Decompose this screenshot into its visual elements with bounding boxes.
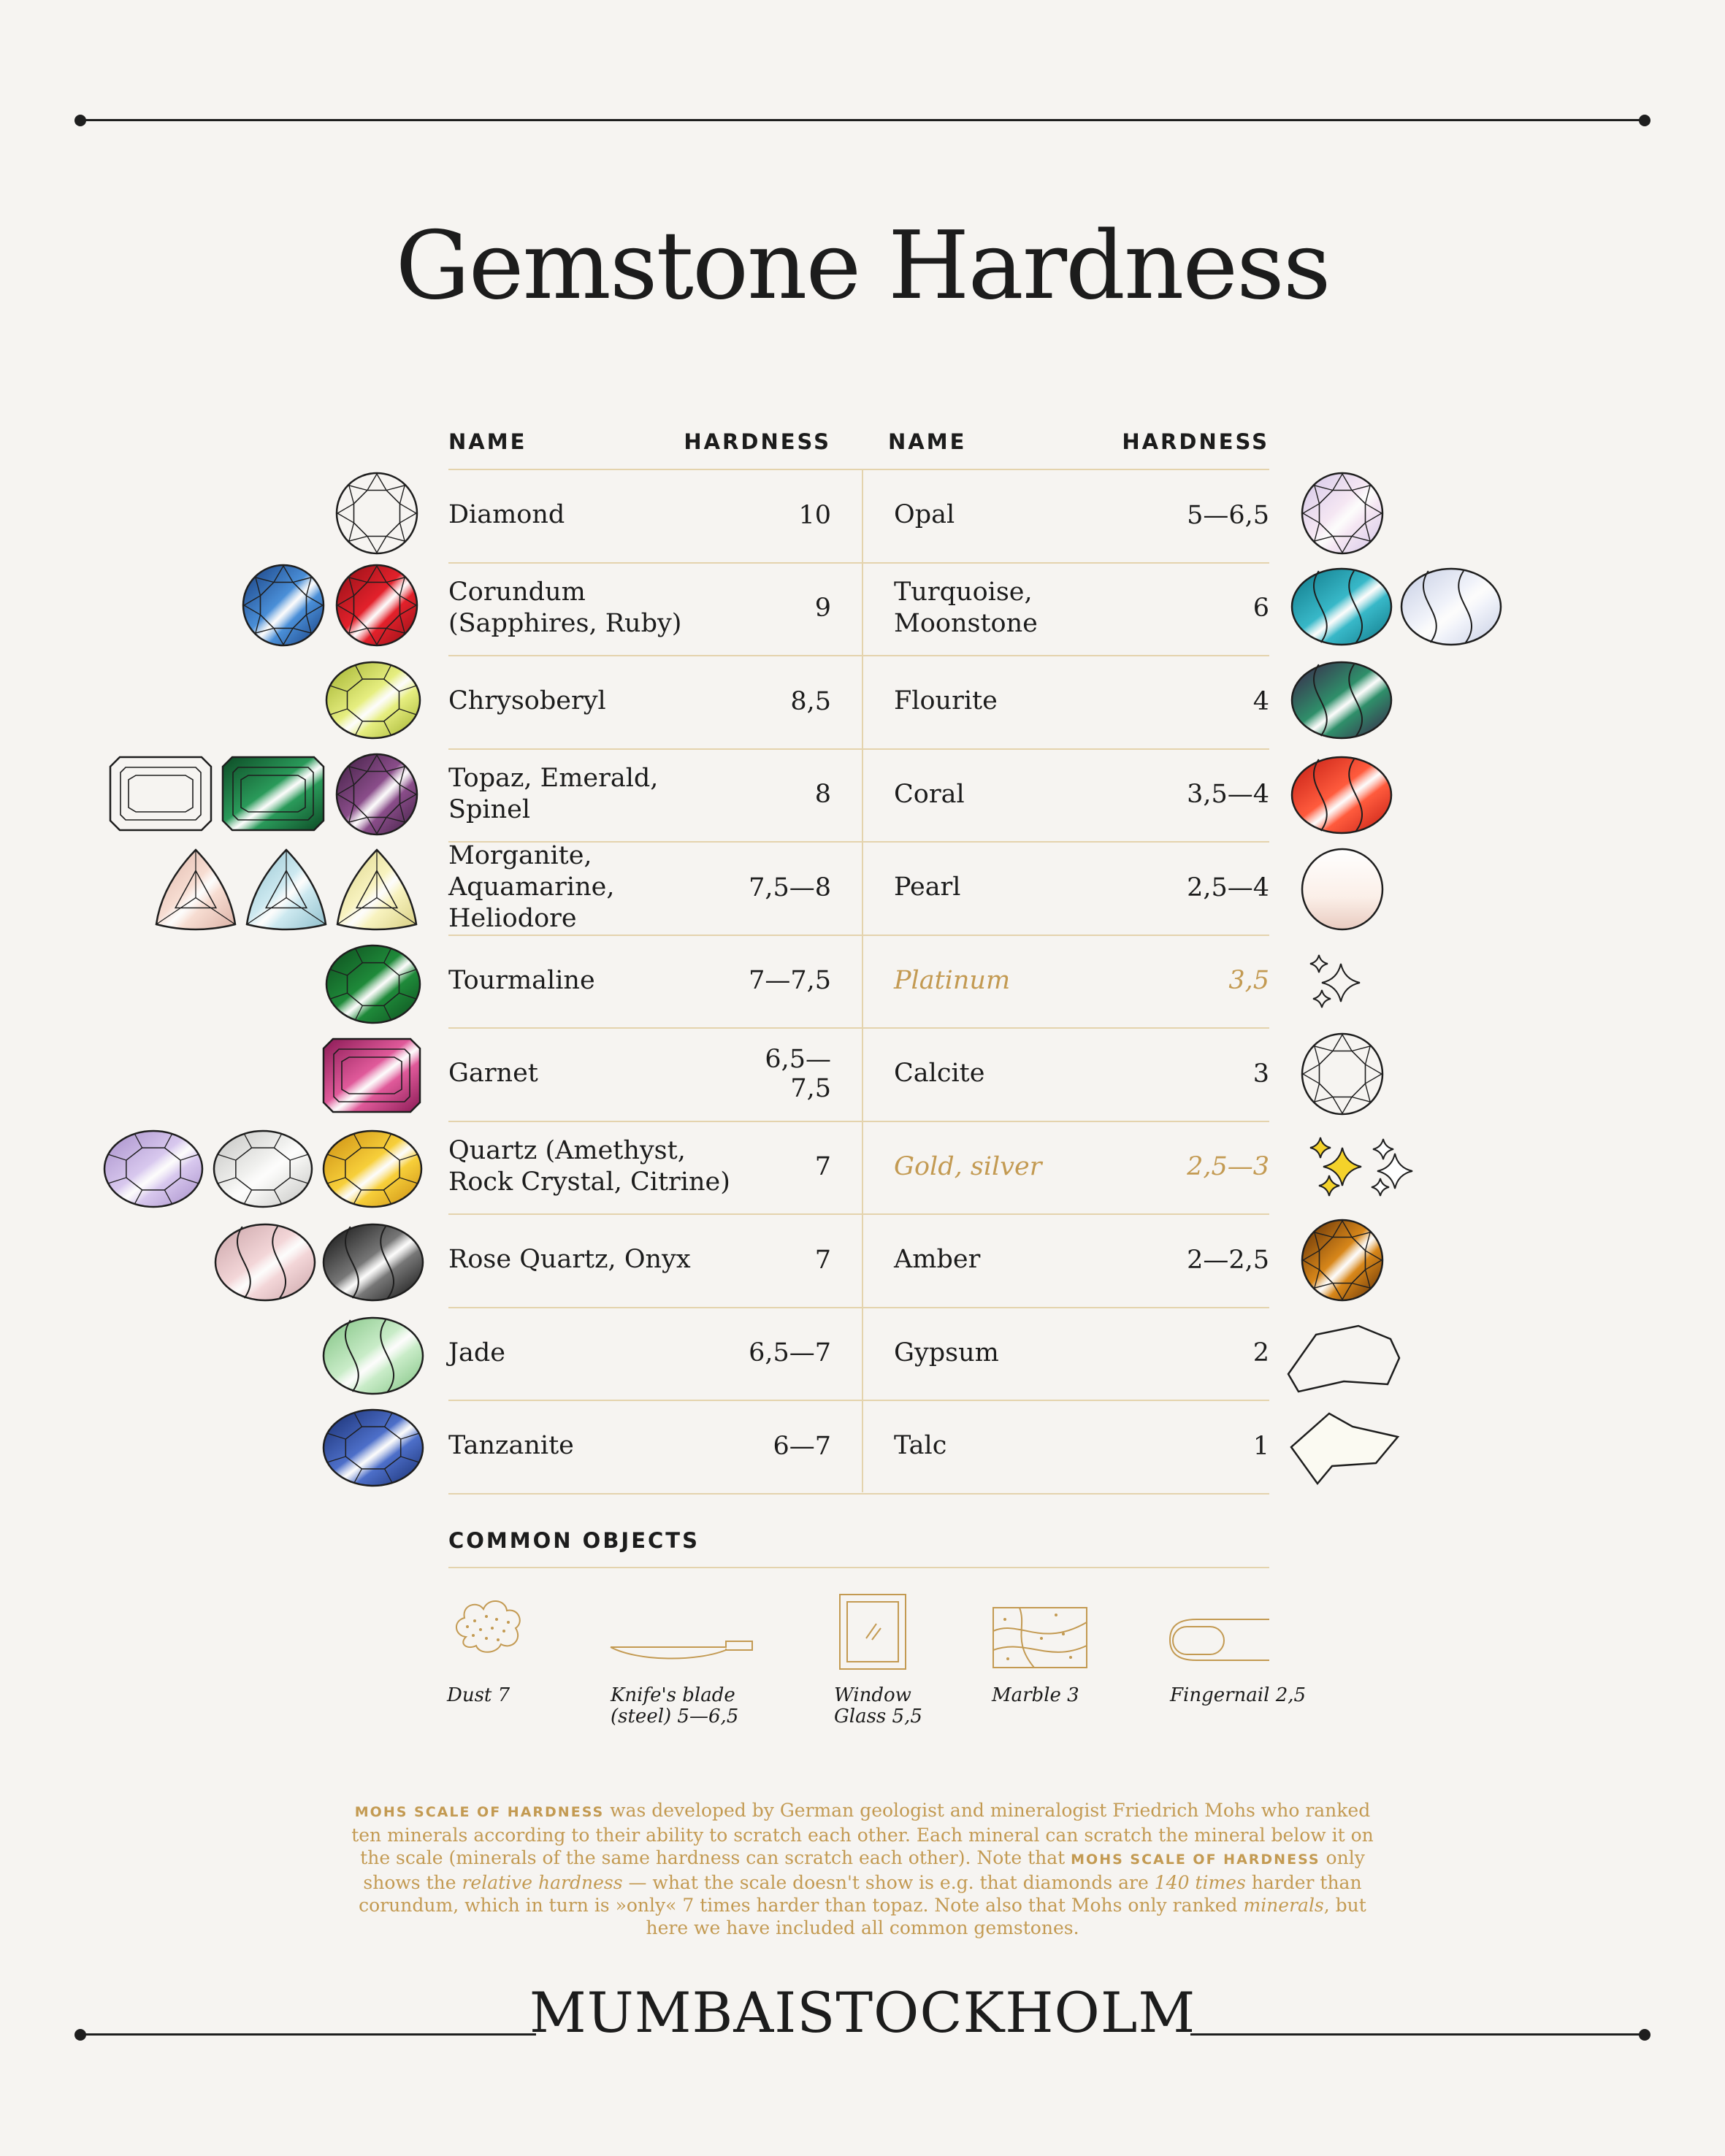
page-title: Gemstone Hardness xyxy=(395,212,1330,321)
ruby-icon xyxy=(334,563,419,648)
jade-icon xyxy=(321,1316,425,1396)
tourmaline-icon xyxy=(324,943,422,1025)
left-gem-name: Tourmaline xyxy=(448,965,595,995)
right-gem-name: Gold, silver xyxy=(894,1151,1042,1181)
footnote-text-2: only shows the xyxy=(363,1847,1365,1893)
coral-icon xyxy=(1290,755,1393,835)
topaz-icon xyxy=(108,755,213,832)
row-divider xyxy=(448,1493,1269,1495)
left-gem-hardness: 6,5—7,5 xyxy=(765,1044,831,1103)
footnote-term-2: MOHS SCALE OF HARDNESS xyxy=(1071,1852,1320,1868)
mohs-footnote xyxy=(343,1799,1382,1939)
left-gem-name: Tanzanite xyxy=(448,1431,574,1461)
calcite-icon xyxy=(1300,1032,1385,1116)
right-gem-name: Opal xyxy=(894,500,955,530)
footnote-text-5: , but here we have included all common gemstones. xyxy=(646,1895,1366,1938)
sapphire-icon xyxy=(241,563,326,648)
rose-quartz-icon xyxy=(213,1222,317,1303)
morganite-icon xyxy=(153,847,238,932)
gold-silver-sparkle-icon xyxy=(1307,1133,1424,1200)
right-hardness-header: HARDNESS xyxy=(1122,429,1269,454)
top-rule xyxy=(80,119,1645,121)
right-gem-name: Talc xyxy=(894,1431,947,1461)
left-gem-hardness: 10 xyxy=(798,500,831,530)
flourite-icon xyxy=(1290,660,1393,740)
left-gem-name: Jade xyxy=(448,1338,506,1367)
table-center-divider xyxy=(862,469,863,1492)
left-gem-hardness: 9 xyxy=(814,594,831,624)
common-objects-title: COMMON OBJECTS xyxy=(448,1528,700,1553)
left-gem-name: Quartz (Amethyst, Rock Crystal, Citrine) xyxy=(448,1136,730,1197)
left-hardness-header: HARDNESS xyxy=(684,429,831,454)
top-rule-dot-left xyxy=(74,115,86,126)
right-gem-hardness: 2—2,5 xyxy=(1187,1245,1269,1275)
amethyst-icon xyxy=(102,1129,204,1209)
left-gem-name: Topaz, Emerald, Spinel xyxy=(448,764,659,825)
footnote-text-3: — what the scale doesn't show is e.g. that diamonds are xyxy=(622,1872,1155,1893)
brand-logo: MUMBAISTOCKHOLM xyxy=(529,1980,1196,2045)
rock-crystal-icon xyxy=(212,1129,314,1209)
right-gem-hardness: 3,5—4 xyxy=(1187,780,1269,810)
heliodore-icon xyxy=(334,847,419,932)
right-gem-name: Coral xyxy=(894,779,965,809)
object-label-fingernail: Fingernail 2,5 xyxy=(1170,1684,1307,1706)
right-name-header: NAME xyxy=(888,429,967,454)
footnote-text-4: harder than corundum, which in turn is »only« 7 times harder than topaz. Note also that Mohs only ranked xyxy=(359,1872,1362,1916)
right-gem-hardness: 1 xyxy=(1252,1431,1269,1461)
pearl-icon xyxy=(1300,847,1385,932)
right-gem-name: Calcite xyxy=(894,1059,985,1089)
left-gem-hardness: 8,5 xyxy=(790,686,831,716)
common-objects-divider xyxy=(448,1567,1269,1568)
object-label-dust: Dust 7 xyxy=(447,1684,510,1706)
tanzanite-icon xyxy=(321,1408,425,1488)
moonstone-icon xyxy=(1399,567,1503,647)
right-gem-hardness: 3,5 xyxy=(1228,966,1269,996)
left-gem-hardness: 7 xyxy=(814,1152,831,1182)
spinel-icon xyxy=(334,752,419,837)
left-gem-hardness: 8 xyxy=(814,780,831,810)
left-gem-name: Morganite, Aquamarine, Heliodore xyxy=(448,841,615,934)
top-rule-dot-right xyxy=(1639,115,1651,126)
right-gem-name: Flourite xyxy=(894,686,998,716)
right-gem-hardness: 5—6,5 xyxy=(1187,500,1269,530)
left-gem-hardness: 7,5—8 xyxy=(749,872,831,902)
turquoise-icon xyxy=(1290,567,1393,647)
left-gem-name: Garnet xyxy=(448,1059,538,1089)
left-gem-hardness: 7 xyxy=(814,1245,831,1275)
right-gem-hardness: 6 xyxy=(1252,594,1269,624)
citrine-icon xyxy=(321,1129,424,1209)
object-label-marble: Marble 3 xyxy=(992,1684,1079,1706)
gypsum-icon xyxy=(1285,1320,1405,1393)
fingernail-icon xyxy=(1167,1615,1271,1666)
footnote-text-1: was developed by German geologist and mineralogist Friedrich Mohs who ranked ten minerals according to their ability to scratch each other. Each mineral can scratch the mineral below it on the scale (minerals of the same hardness can scratch each other). Note that xyxy=(351,1800,1374,1868)
left-gem-hardness: 7—7,5 xyxy=(749,966,831,996)
right-gem-name: Platinum xyxy=(894,965,1011,995)
right-gem-hardness: 2,5—4 xyxy=(1187,872,1269,902)
right-gem-hardness: 2 xyxy=(1252,1338,1269,1368)
window-icon xyxy=(837,1592,910,1672)
left-gem-name: Chrysoberyl xyxy=(448,686,606,716)
right-gem-name: Turquoise, Moonstone xyxy=(894,578,1038,639)
right-gem-name: Amber xyxy=(894,1245,981,1275)
right-gem-hardness: 4 xyxy=(1252,686,1269,716)
chrysoberyl-icon xyxy=(324,660,422,740)
object-label-window: Window Glass 5,5 xyxy=(834,1684,922,1727)
right-gem-hardness: 3 xyxy=(1252,1059,1269,1089)
footnote-emphasis-1: relative hardness xyxy=(462,1872,623,1893)
object-label-knife: Knife's blade (steel) 5—6,5 xyxy=(611,1684,739,1727)
onyx-icon xyxy=(321,1222,425,1303)
diamond-icon xyxy=(334,471,419,556)
amber-icon xyxy=(1300,1218,1385,1303)
left-gem-name: Rose Quartz, Onyx xyxy=(448,1245,691,1275)
garnet-icon xyxy=(321,1037,422,1114)
emerald-icon xyxy=(221,755,326,832)
left-gem-hardness: 6,5—7 xyxy=(749,1338,831,1368)
aquamarine-icon xyxy=(244,847,329,932)
left-gem-hardness: 6—7 xyxy=(773,1431,831,1461)
platinum-sparkle-icon xyxy=(1307,951,1373,1016)
knife-icon xyxy=(609,1640,755,1669)
marble-icon xyxy=(990,1605,1090,1670)
right-gem-name: Pearl xyxy=(894,872,961,902)
right-gem-name: Gypsum xyxy=(894,1338,999,1367)
opal-icon xyxy=(1300,471,1385,556)
dust-icon xyxy=(445,1592,533,1665)
footnote-term-1: MOHS SCALE OF HARDNESS xyxy=(354,1804,605,1820)
left-gem-name: Corundum (Sapphires, Ruby) xyxy=(448,578,682,639)
footnote-emphasis-3: minerals xyxy=(1243,1895,1324,1916)
left-name-header: NAME xyxy=(448,429,527,454)
left-gem-name: Diamond xyxy=(448,500,565,530)
talc-icon xyxy=(1288,1411,1402,1486)
right-gem-hardness: 2,5—3 xyxy=(1187,1152,1269,1182)
footnote-emphasis-2: 140 times xyxy=(1154,1872,1246,1893)
